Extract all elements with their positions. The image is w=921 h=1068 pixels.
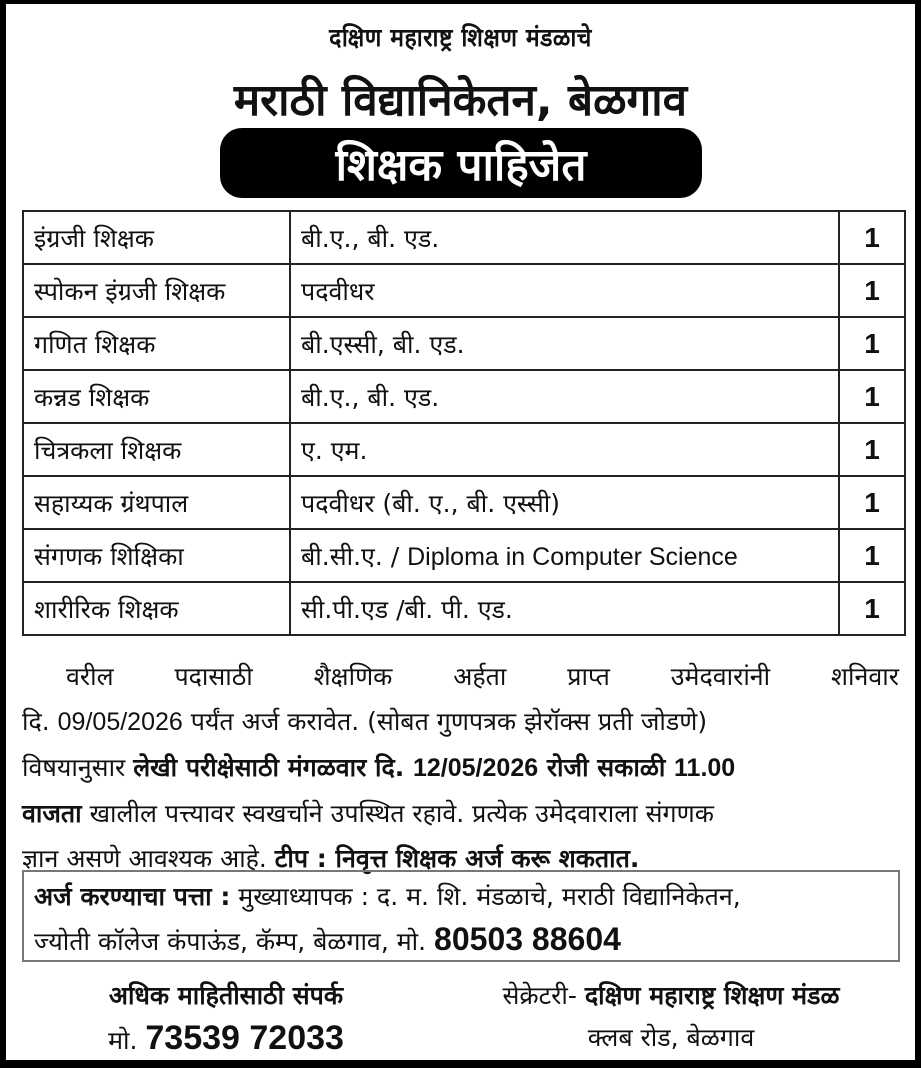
post-name: संगणक शिक्षिका — [23, 529, 290, 582]
contact-block — [36, 976, 416, 1063]
notice-paragraph — [22, 654, 899, 881]
post-count: 1 — [839, 423, 905, 476]
post-count: 1 — [839, 317, 905, 370]
table-row — [23, 370, 905, 423]
notice-line-4: वाजता खालील पत्त्यावर स्वखर्चाने उपस्थित रहावे. प्रत्येक उमेदवाराला संगणक — [22, 799, 714, 828]
notice-line-5: ज्ञान असणे आवश्यक आहे. टीप : निवृत्त शिक्षक अर्ज करू शकतात. — [22, 844, 640, 873]
contact-phone-line: मो. 73539 72033 — [108, 1019, 344, 1057]
post-qualification: पदवीधर (बी. ए., बी. एस्सी) — [290, 476, 839, 529]
post-name: सहाय्यक ग्रंथपाल — [23, 476, 290, 529]
post-qualification: सी.पी.एड /बी. पी. एड. — [290, 582, 839, 635]
contact-phone: 73539 72033 — [145, 1019, 344, 1057]
table-row — [23, 529, 905, 582]
teachers-wanted-banner — [220, 128, 702, 198]
school-title: मराठी विद्यानिकेतन, बेळगाव — [233, 75, 688, 126]
post-count: 1 — [839, 476, 905, 529]
exam-date: 12/05/2026 — [413, 754, 539, 782]
notice-line-2: दि. 09/05/2026 पर्यंत अर्ज करावेत. (सोबत गुणपत्रक झेरॉक्स प्रती जोडणे) — [22, 707, 708, 736]
post-count: 1 — [839, 529, 905, 582]
secretary-block — [436, 976, 906, 1060]
application-address-box — [22, 870, 900, 962]
post-name: स्पोकन इंग्रजी शिक्षक — [23, 264, 290, 317]
secretary-line: सेक्रेटरी- दक्षिण महाराष्ट्र शिक्षण मंडळ — [502, 981, 840, 1010]
qualification-english: Diploma in Computer Science — [407, 542, 738, 571]
address-phone: 80503 88604 — [434, 921, 621, 957]
post-count: 1 — [839, 211, 905, 264]
post-name: कन्नड शिक्षक — [23, 370, 290, 423]
secretary-address: क्लब रोड, बेळगाव — [587, 1023, 755, 1052]
post-qualification: ए. एम. — [290, 423, 839, 476]
vacancies-table — [22, 210, 906, 636]
notice-line-1: वरील पदासाठी शैक्षणिक अर्हता प्राप्त उमेदवारांनी शनिवार — [66, 662, 899, 691]
post-qualification — [290, 529, 839, 582]
address-label: अर्ज करण्याचा पत्ता : — [34, 882, 231, 911]
post-count: 1 — [839, 264, 905, 317]
table-row — [23, 582, 905, 635]
table-row — [23, 317, 905, 370]
exam-info: लेखी परीक्षेसाठी मंगळवार दि. — [133, 753, 413, 782]
table-row — [23, 423, 905, 476]
apply-by-date: 09/05/2026 — [57, 708, 183, 736]
post-count: 1 — [839, 582, 905, 635]
post-name: शारीरिक शिक्षक — [23, 582, 290, 635]
notice-line-3: विषयानुसार लेखी परीक्षेसाठी मंगळवार दि. 12/05/2026 रोजी सकाळी 11.00 — [22, 753, 736, 782]
post-name: चित्रकला शिक्षक — [23, 423, 290, 476]
address-line-1: अर्ज करण्याचा पत्ता : मुख्याध्यापक : द. म. शि. मंडळाचे, मराठी विद्यानिकेतन, — [34, 882, 741, 911]
post-qualification: पदवीधर — [290, 264, 839, 317]
contact-heading: अधिक माहितीसाठी संपर्क — [108, 981, 344, 1010]
post-name: इंग्रजी शिक्षक — [23, 211, 290, 264]
post-qualification: बी.एस्सी, बी. एड. — [290, 317, 839, 370]
table-row — [23, 211, 905, 264]
post-qualification: बी.ए., बी. एड. — [290, 370, 839, 423]
banner-text: शिक्षक पाहिजेत — [335, 140, 587, 191]
organization-line: दक्षिण महाराष्ट्र शिक्षण मंडळाचे — [329, 23, 592, 52]
table-row — [23, 476, 905, 529]
qualification-prefix: बी.सी.ए. / — [301, 541, 408, 571]
tip-note: टीप : निवृत्त शिक्षक अर्ज करू शकतात. — [274, 844, 640, 873]
address-line-2: ज्योती कॉलेज कंपाऊंड, कॅम्प, बेळगाव, मो. 80503 88604 — [34, 921, 621, 957]
post-name: गणित शिक्षक — [23, 317, 290, 370]
secretary-org: दक्षिण महाराष्ट्र शिक्षण मंडळ — [584, 981, 840, 1010]
post-count: 1 — [839, 370, 905, 423]
post-qualification: बी.ए., बी. एड. — [290, 211, 839, 264]
table-row — [23, 264, 905, 317]
exam-time: 11.00 — [674, 754, 736, 782]
